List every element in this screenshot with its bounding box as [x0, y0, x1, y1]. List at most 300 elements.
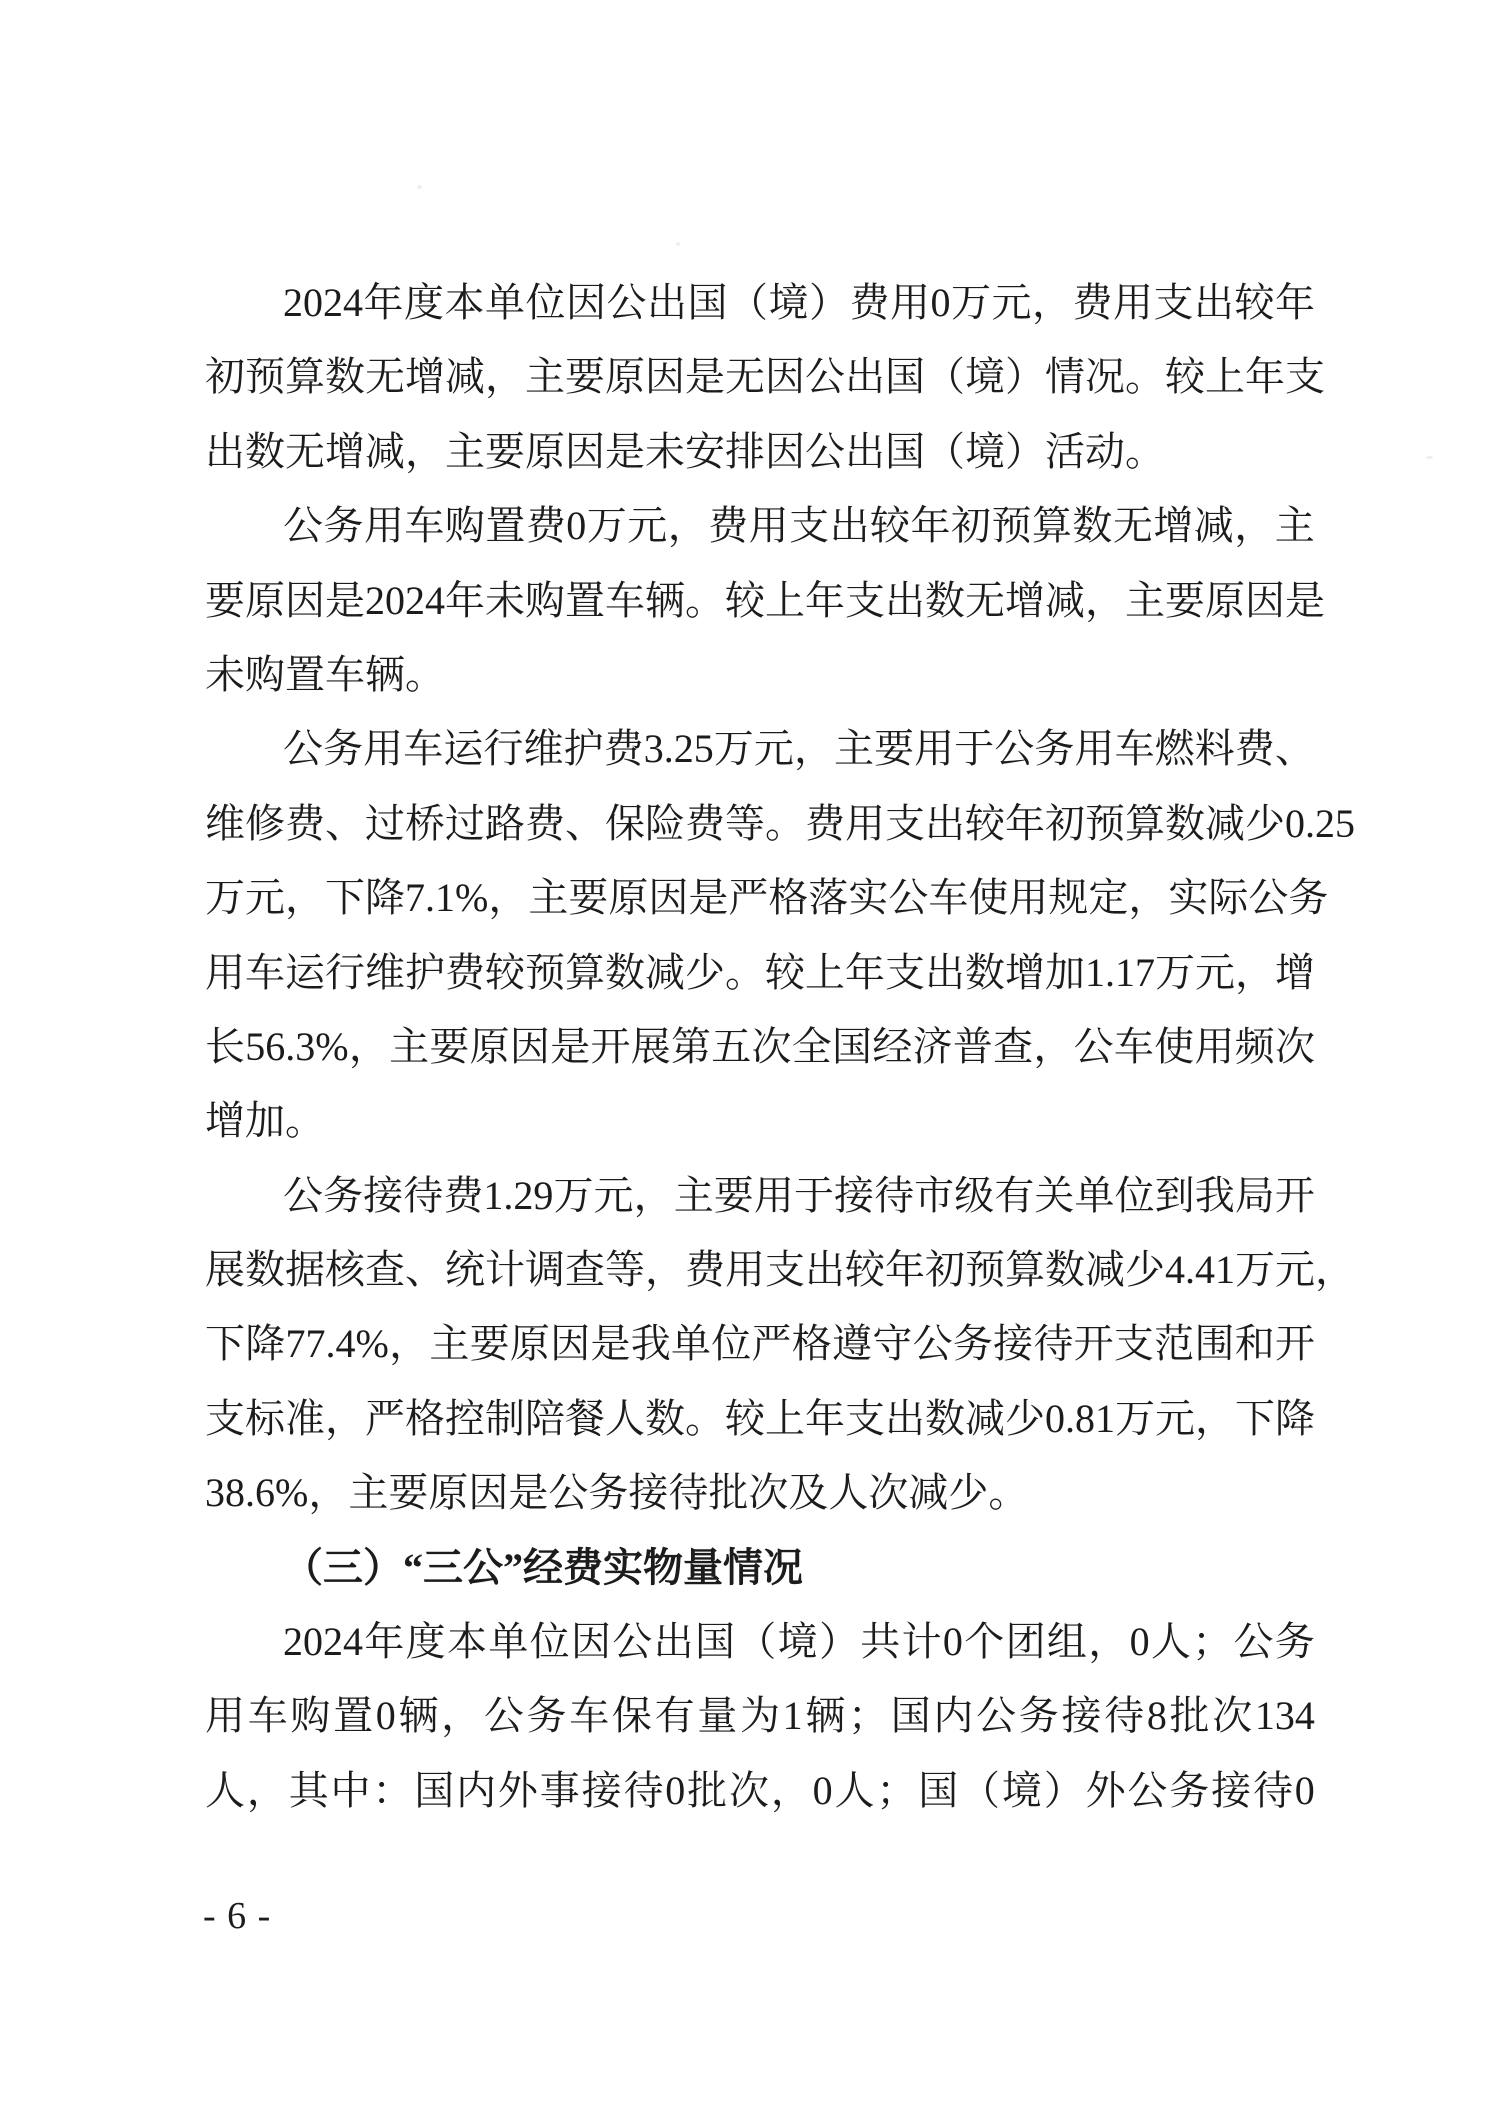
text-token: 范 — [1154, 1321, 1195, 1367]
text-token: ， — [389, 1321, 430, 1367]
text-token: （ — [728, 280, 768, 325]
text-token: 主 — [673, 1172, 714, 1218]
text-token: 134 — [1254, 1693, 1315, 1739]
text-token: 查 — [565, 1247, 605, 1293]
text-token: 用 — [748, 503, 789, 549]
text-token: 五 — [711, 1023, 752, 1069]
text-token: 批 — [687, 1767, 728, 1813]
text-token: 展 — [630, 1023, 671, 1069]
text-token: ， — [1033, 1023, 1074, 1069]
text-token: 出 — [925, 800, 965, 846]
text-token: 关 — [1034, 1172, 1075, 1218]
text-token: 公 — [994, 726, 1035, 772]
text-token: 位 — [1114, 1172, 1155, 1218]
text-token: 算 — [565, 949, 605, 995]
text-token: 我 — [630, 1321, 671, 1367]
text-token: 万 — [205, 875, 245, 921]
text-token: 支 — [885, 800, 925, 846]
text-token: ， — [645, 1247, 685, 1293]
text-token: ， — [633, 1172, 674, 1218]
text-token: 7.1% — [405, 875, 489, 921]
text-token: 因 — [645, 354, 685, 400]
text-token: 维 — [523, 726, 564, 772]
text-token: 位 — [529, 1619, 570, 1665]
document-line — [283, 1159, 1315, 1233]
text-token: 格 — [405, 1395, 445, 1441]
text-token: 费 — [849, 280, 890, 325]
text-token: 组 — [1046, 1619, 1087, 1665]
text-token: 万 — [1115, 1395, 1155, 1441]
text-token: 用 — [363, 503, 404, 549]
text-token: 国 — [694, 1619, 735, 1665]
text-token: 无 — [965, 577, 1005, 623]
text-token: 格 — [791, 1321, 832, 1367]
text-token: 。 — [725, 949, 765, 995]
text-token: 上 — [765, 1395, 805, 1441]
text-token: 用 — [725, 1247, 765, 1293]
text-token: 56.3% — [245, 1023, 349, 1069]
text-token: 务 — [1018, 1693, 1059, 1739]
text-token: 置 — [485, 503, 526, 549]
text-token: ； — [876, 1767, 917, 1813]
text-token: 置 — [565, 577, 605, 623]
text-token: 数 — [925, 1395, 965, 1441]
text-token: 况 — [1085, 354, 1125, 400]
text-token: 桥 — [405, 800, 445, 846]
text-token: 用 — [1113, 280, 1153, 325]
text-token: 务 — [1274, 1619, 1315, 1665]
text-token: 查 — [365, 1247, 405, 1293]
text-token: 车 — [1113, 1023, 1154, 1069]
text-token: 元 — [593, 1172, 634, 1218]
text-token: 数 — [965, 949, 1005, 995]
text-token: 使 — [968, 875, 1009, 921]
text-token: 国 — [885, 354, 925, 400]
text-token: 预 — [991, 503, 1032, 549]
text-token: 年 — [364, 1619, 405, 1665]
text-token: 年 — [1275, 280, 1315, 325]
text-token: 接 — [363, 1172, 404, 1218]
text-token: 、 — [1274, 726, 1315, 772]
text-token: 。 — [765, 800, 805, 846]
text-token: 减 — [1085, 1247, 1125, 1293]
text-token: 77.4% — [285, 1321, 389, 1367]
text-token: 较 — [765, 949, 805, 995]
text-token: 人 — [605, 1395, 645, 1441]
document-line: 未购置车辆。 — [205, 651, 445, 697]
text-token: 待 — [1033, 1321, 1074, 1367]
text-token: 较 — [485, 949, 525, 995]
text-token: 少 — [685, 949, 725, 995]
text-token: 少 — [1245, 800, 1285, 846]
text-token: （ — [736, 1619, 777, 1665]
text-token: 核 — [325, 1247, 365, 1293]
text-token: 3.25 — [643, 726, 714, 772]
section-heading: （三）“三公”经费实物量情况 — [283, 1544, 803, 1590]
text-token: 是 — [1285, 577, 1325, 623]
text-token: ， — [325, 1395, 365, 1441]
text-token: 格 — [768, 875, 809, 921]
text-token: 是 — [688, 875, 729, 921]
text-token: 年 — [445, 577, 485, 623]
text-token: ） — [1005, 354, 1045, 400]
text-token: 事 — [539, 1767, 580, 1813]
scan-speck — [1426, 456, 1433, 459]
text-token: 减 — [445, 354, 485, 400]
text-token: 批 — [1169, 1693, 1210, 1739]
text-token: 出 — [845, 354, 885, 400]
text-token: 待 — [1104, 1693, 1145, 1739]
text-token: 单 — [488, 1619, 529, 1665]
text-token: 共 — [860, 1619, 901, 1665]
text-token: 支 — [845, 577, 885, 623]
document-line: 38.6%，主要原因是公务接待批次及人次减少。 — [205, 1470, 1029, 1516]
text-token: 元 — [753, 726, 794, 772]
text-token: 用 — [1194, 1023, 1235, 1069]
text-token: 济 — [912, 1023, 953, 1069]
text-token: 2024 — [283, 1619, 363, 1665]
text-token: 较 — [965, 800, 1005, 846]
text-token: 0.81 — [1045, 1395, 1115, 1441]
text-token: 万 — [553, 1172, 594, 1218]
text-token: 准 — [285, 1395, 325, 1441]
text-token: 使 — [1154, 1023, 1195, 1069]
text-token: 费 — [525, 503, 566, 549]
text-token: 运 — [285, 949, 325, 995]
text-token: 算 — [1125, 800, 1165, 846]
text-token: 主 — [1125, 577, 1165, 623]
text-token: 本 — [444, 280, 485, 325]
text-token: 、 — [325, 800, 365, 846]
text-token: 费 — [805, 800, 845, 846]
text-token: 因 — [509, 1023, 550, 1069]
text-token: 减 — [1193, 503, 1234, 549]
text-token: 人 — [834, 1767, 875, 1813]
text-token: 公 — [976, 1693, 1017, 1739]
text-token: 2024 — [365, 577, 445, 623]
text-token: ， — [1128, 875, 1169, 921]
document-line — [205, 1679, 1315, 1753]
text-token: 万 — [713, 726, 754, 772]
text-token: 原 — [608, 875, 649, 921]
text-token: 初 — [205, 354, 245, 400]
text-token: 万 — [586, 503, 627, 549]
text-token: 0 — [942, 1619, 963, 1665]
text-token: 数 — [925, 577, 965, 623]
text-token: 因 — [1245, 577, 1285, 623]
text-token: 因 — [570, 1619, 611, 1665]
text-token: 数 — [1072, 503, 1113, 549]
text-token: 接 — [834, 1172, 875, 1218]
text-token: 公 — [1233, 1619, 1274, 1665]
text-token: 公 — [1248, 875, 1289, 921]
text-token: 0 — [566, 503, 587, 549]
text-token: 全 — [791, 1023, 832, 1069]
document-line — [205, 1010, 1315, 1084]
text-token: 数 — [605, 949, 645, 995]
text-token: 支 — [1153, 280, 1194, 325]
text-token: 万 — [951, 280, 991, 325]
text-token: 开 — [1274, 1172, 1315, 1218]
text-token: 费 — [708, 503, 749, 549]
text-token: 算 — [1031, 503, 1072, 549]
text-token: ， — [485, 354, 525, 400]
text-token: 。 — [685, 1395, 725, 1441]
text-token: 购 — [444, 503, 485, 549]
text-token: 元 — [1155, 1395, 1195, 1441]
text-token: 修 — [245, 800, 285, 846]
text-token: 务 — [1288, 875, 1329, 921]
text-token: 购 — [525, 577, 565, 623]
text-token: 原 — [1205, 577, 1245, 623]
text-token: 实 — [848, 875, 889, 921]
document-line — [205, 787, 1355, 861]
document-line — [283, 712, 1315, 786]
text-token: 燃 — [1154, 726, 1195, 772]
text-token: 无 — [1112, 503, 1153, 549]
text-token: 境 — [768, 280, 809, 325]
text-token: 1.29 — [483, 1172, 554, 1218]
document-line — [205, 1754, 1315, 1828]
text-token: 元 — [245, 875, 285, 921]
text-token: （ — [960, 1767, 1001, 1813]
text-token: 保 — [605, 800, 645, 846]
text-token: 频 — [1234, 1023, 1275, 1069]
text-token: 出 — [885, 577, 925, 623]
text-token: 0 — [930, 280, 951, 325]
text-token: 出 — [647, 280, 687, 325]
text-token: 增 — [1275, 949, 1315, 995]
text-token: 较 — [870, 503, 911, 549]
text-token: 公 — [612, 1619, 653, 1665]
text-token: 要 — [713, 1172, 754, 1218]
text-token: ； — [848, 1693, 888, 1739]
text-token: 级 — [954, 1172, 995, 1218]
text-token: 次 — [728, 1767, 769, 1813]
text-token: 到 — [1154, 1172, 1195, 1218]
text-token: 国 — [414, 1767, 455, 1813]
text-token: 内 — [933, 1693, 974, 1739]
text-token: 上 — [1205, 354, 1245, 400]
text-token: 要 — [205, 577, 245, 623]
text-token: 0 — [812, 1767, 833, 1813]
text-token: 维 — [365, 949, 405, 995]
text-token: 0 — [1294, 1767, 1315, 1813]
text-token: 0 — [1129, 1619, 1150, 1665]
text-token: 数 — [1045, 1247, 1085, 1293]
text-token: 车 — [928, 875, 969, 921]
text-token: 制 — [485, 1395, 525, 1441]
text-token: 陪 — [525, 1395, 565, 1441]
text-token: 支 — [789, 503, 830, 549]
text-token: 原 — [245, 577, 285, 623]
page-number: - 6 - — [203, 1895, 272, 1937]
document-line — [205, 1382, 1315, 1456]
text-token: 严 — [751, 1321, 792, 1367]
text-token: 内 — [456, 1767, 497, 1813]
text-token: 0.25 — [1285, 800, 1355, 846]
text-token: 普 — [952, 1023, 993, 1069]
text-token: 出 — [1194, 280, 1234, 325]
text-token: 行 — [325, 949, 365, 995]
scan-speck — [417, 185, 422, 189]
text-token: 数 — [1165, 800, 1205, 846]
text-token: 初 — [925, 1247, 965, 1293]
text-token: 中 — [330, 1767, 371, 1813]
text-token: ） — [818, 1619, 859, 1665]
text-token: 出 — [885, 1395, 925, 1441]
text-token: 是 — [685, 354, 725, 400]
text-token: 国 — [832, 1023, 873, 1069]
text-token: 费 — [445, 949, 485, 995]
text-token: ， — [1315, 1247, 1355, 1293]
text-token: 年 — [805, 577, 845, 623]
text-token: 辆 — [805, 1693, 846, 1739]
text-token: 国 — [687, 280, 728, 325]
text-token: 1.17 — [1085, 949, 1155, 995]
text-token: 标 — [245, 1395, 285, 1441]
text-token: 费 — [525, 800, 565, 846]
text-token: 年 — [1005, 800, 1045, 846]
text-token: 辆 — [398, 1693, 439, 1739]
text-token: 公 — [912, 1321, 953, 1367]
text-token: 费 — [443, 1172, 484, 1218]
text-token: 我 — [1194, 1172, 1235, 1218]
text-token: 车 — [569, 1693, 610, 1739]
text-token: 支 — [885, 949, 925, 995]
text-token: 严 — [365, 1395, 405, 1441]
text-token: 规 — [1048, 875, 1089, 921]
text-token: 险 — [645, 800, 685, 846]
text-token: ， — [1085, 577, 1125, 623]
text-token: 。 — [685, 577, 725, 623]
text-token: 降 — [1275, 1395, 1315, 1441]
text-token: 接 — [581, 1767, 622, 1813]
document-line — [205, 861, 1329, 935]
text-token: 下 — [205, 1321, 245, 1367]
text-token: 数 — [325, 354, 365, 400]
text-token: 人 — [1150, 1619, 1191, 1665]
text-token: 用 — [205, 1693, 245, 1739]
text-token: 原 — [469, 1023, 510, 1069]
text-token: 要 — [568, 875, 609, 921]
text-token: 单 — [670, 1321, 711, 1367]
text-token: 车 — [403, 726, 444, 772]
text-token: 数 — [645, 1395, 685, 1441]
text-token: ， — [793, 726, 834, 772]
text-token: ； — [1192, 1619, 1233, 1665]
text-token: 经 — [872, 1023, 913, 1069]
text-token: 用 — [205, 949, 245, 995]
text-token: 主 — [389, 1023, 430, 1069]
text-token: 是 — [590, 1321, 631, 1367]
text-token: ， — [348, 1023, 389, 1069]
text-token: 少 — [1005, 1395, 1045, 1441]
text-token: 公 — [1073, 1023, 1114, 1069]
text-token: 是 — [325, 577, 365, 623]
text-token: 境 — [965, 354, 1005, 400]
text-token: 位 — [711, 1321, 752, 1367]
text-token: 用 — [845, 800, 885, 846]
document-body — [205, 266, 1355, 1828]
text-token: 支 — [205, 1395, 245, 1441]
text-token: 际 — [1208, 875, 1249, 921]
text-token: 出 — [805, 1247, 845, 1293]
text-token: 接 — [993, 1321, 1034, 1367]
text-token: 行 — [483, 726, 524, 772]
document-line — [283, 1605, 1315, 1679]
document-line — [205, 564, 1325, 638]
text-token: 购 — [290, 1693, 331, 1739]
text-token: 本 — [446, 1619, 487, 1665]
text-token: 公 — [606, 280, 647, 325]
text-token: 降 — [245, 1321, 286, 1367]
text-token: 定 — [1088, 875, 1129, 921]
text-token: 务 — [323, 726, 364, 772]
text-token: 要 — [874, 726, 915, 772]
text-token: 较 — [725, 1395, 765, 1441]
text-token: 务 — [1034, 726, 1075, 772]
text-token: 保 — [611, 1693, 652, 1739]
text-token: 算 — [1005, 1247, 1045, 1293]
text-token: 于 — [954, 726, 995, 772]
text-token: 遵 — [832, 1321, 873, 1367]
text-token: 上 — [805, 949, 845, 995]
text-token: ， — [1235, 949, 1275, 995]
text-token: 公 — [483, 1693, 524, 1739]
text-token: 增 — [1005, 949, 1045, 995]
document-line: 增加。 — [205, 1098, 325, 1144]
text-token: 加 — [1045, 949, 1085, 995]
document-line — [205, 936, 1315, 1010]
text-token: 守 — [872, 1321, 913, 1367]
text-token: 年 — [805, 1395, 845, 1441]
text-token: 开 — [1073, 1321, 1114, 1367]
text-token: 实 — [1168, 875, 1209, 921]
text-token: 待 — [874, 1172, 915, 1218]
text-token: 车 — [1114, 726, 1155, 772]
text-token: 万 — [1235, 1247, 1275, 1293]
text-token: 增 — [405, 354, 445, 400]
scan-speck — [676, 242, 680, 246]
text-token: 运 — [443, 726, 484, 772]
text-token: （ — [925, 354, 965, 400]
text-token: 2024 — [283, 280, 363, 325]
text-token: ， — [488, 875, 529, 921]
text-token: 年 — [885, 1247, 925, 1293]
text-token: 计 — [485, 1247, 525, 1293]
text-token: 护 — [563, 726, 604, 772]
text-token: 减 — [1205, 800, 1245, 846]
text-token: ， — [1032, 280, 1072, 325]
text-token: 务 — [526, 1693, 567, 1739]
text-token: 主 — [1274, 503, 1315, 549]
text-token: 次 — [751, 1023, 792, 1069]
text-token: ， — [770, 1767, 811, 1813]
text-token: 主 — [528, 875, 569, 921]
text-token: 、 — [565, 800, 605, 846]
text-token: 局 — [1234, 1172, 1275, 1218]
text-token: 外 — [497, 1767, 538, 1813]
text-token: 要 — [1165, 577, 1205, 623]
text-token: 主 — [834, 726, 875, 772]
text-token: 次 — [1274, 1023, 1315, 1069]
text-token: 下 — [1235, 1395, 1275, 1441]
text-token: 8 — [1146, 1693, 1167, 1739]
text-token: 单 — [485, 280, 525, 325]
text-token: 其 — [288, 1767, 329, 1813]
text-token: 出 — [829, 503, 870, 549]
